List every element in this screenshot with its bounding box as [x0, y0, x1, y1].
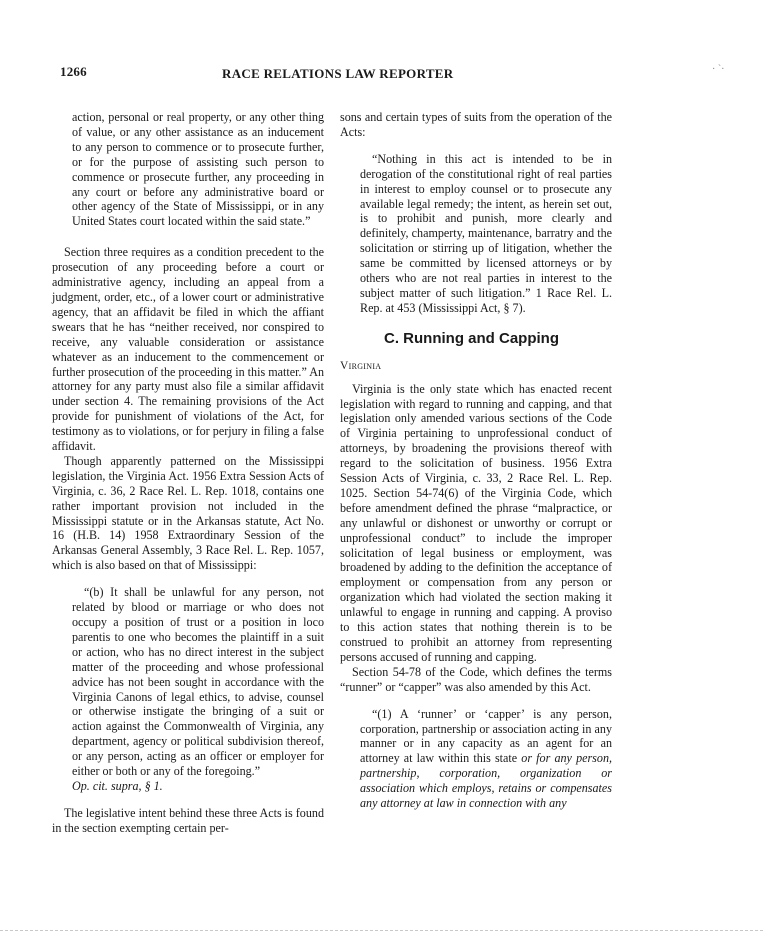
paragraph-virginia-act: Though apparently patterned on the Mississippi legislation, the Virginia Act. 1956 Extra Session Acts of Virginia, c. 36, 2 Race Rel. L. Rep. 1018, contains one rather important provision not included in the Mississippi statute or in the Arkansas statute, Act No. 16 (H.B. 14) 1958 Extraordinary Session of the Arkansas General Assembly, 3 Race Rel. L. Rep. 1057, which is also based on that of Mississippi:: [52, 453, 324, 573]
mississippi-act-quote: “Nothing in this act is intended to be in derogation of the constitutional right of real parties in interest to employ counsel or to prosecute any available legal remedy; the intent, as herein set out, is to prohibit and punish, more clearly and definitely, champerty, maintenance, barratry and the solicitation or stirring up of litigation, whether the same be committed by licensed attorneys or by others who are not real parties in interest to the subject matter of such litigation.” 1 Race Rel. L. Rep. at 453 (Mississippi Act, § 7).: [360, 151, 612, 315]
virginia-statute-quote: “(b) It shall be unlawful for any person, not related by blood or marriage or who does not occupy a position of trust or a position in loco parentis to one who becomes the plaintiff in a suit or action, who has no direct interest in the subject matter of the proceeding and whose professional advice has not been sought in accordance with the Virginia Canons of legal ethics, to advise, counsel or otherwise instigate the bringing of a suit or action against the Commonwealth of Virginia, any department, agency or political subdivision thereof, or any person, acting as an officer or employer for either or both or any of the foregoing.”: [72, 585, 324, 779]
paragraph-section-three: Section three requires as a condition precedent to the prosecution of any proceeding before a court or administrative agency, including an appeal from a judgment, order, etc., of a lower court or administrative agency, that an affidavit be filed in which the affiant swears that he has “neither received, nor conspired to receive, any valuable consideration or assistance whatever as an inducement to the commencement or further prosecution of the proceeding in this matter.” An attorney for any party must also file a similar affidavit under section 4. The remaining provisions of the Act provide for punishment of violations of the Act, for testimony as to violations, or for perjury in filing a false affidavit.: [52, 245, 324, 454]
paragraph-legislative-intent: The legislative intent behind these three Acts is found in the section exempting certain per-: [52, 805, 324, 835]
runner-capper-definition-quote: [340, 707, 612, 811]
statute-quote-continued: action, personal or real property, or any other thing of value, or any other assistance as an inducement to any person to commence or to prosecute further, or for the purpose of assisting such person to commence or prosecute further, any proceeding in any court or before any administrative board or other agency of the State of Mississippi, or in any United States court located within the said state.”: [72, 110, 324, 229]
paragraph-virginia-running-capping: Virginia is the only state which has enacted recent legislation with regard to running and capping, and that legislation only amended various sections of the Code of Virginia pertaining to unprofessional conduct of attorneys, by broadening the provisions thereof with regard to the solicitation of business. 1956 Extra Session Acts of Virginia, c. 33, 2 Race Rel. L. Rep. 1025. Section 54-74(6) of the Virginia Code, which before amendment defined the phrase “malpractice, or any unlawful or dishonest or unworthy or corrupt or unprofessional conduct” to include the improper solicitation of legal business or employment, was broadened by adding to the definition the acceptance of employment or compensation from any person or organization which had violated the section making it unlawful to engage in running and capping. A proviso to this action states that nothing therein is to be construed to prohibit an attorney from representing persons accused of running and capping.: [340, 381, 612, 664]
subheading-virginia: Virginia: [340, 359, 382, 372]
paragraph-section-54-78: Section 54-78 of the Code, which defines the terms “runner” or “capper” was also amended by this Act.: [340, 664, 612, 694]
left-column: [52, 110, 324, 836]
scan-mark: · `·: [712, 64, 725, 75]
scan-border-line: [0, 930, 763, 934]
page-number: 1266: [60, 64, 87, 79]
right-column: [340, 110, 612, 811]
citation: Op. cit. supra, § 1.: [72, 778, 163, 793]
running-head: RACE RELATIONS LAW REPORTER: [222, 66, 454, 81]
quote-italic-text: or for any person, partnership, corporation, organization or association which employs, retains or compensates any attorney at law in connection with any: [360, 751, 613, 811]
section-heading: C. Running and Capping: [384, 329, 559, 347]
paragraph-continued: sons and certain types of suits from the operation of the Acts:: [340, 110, 612, 139]
quote-plain-text: “(1) A ‘runner’ or ‘capper’ is any person, corporation, partnership or association acting in any manner or in any capacity as an agent for an attorney at law within this state: [360, 706, 612, 766]
